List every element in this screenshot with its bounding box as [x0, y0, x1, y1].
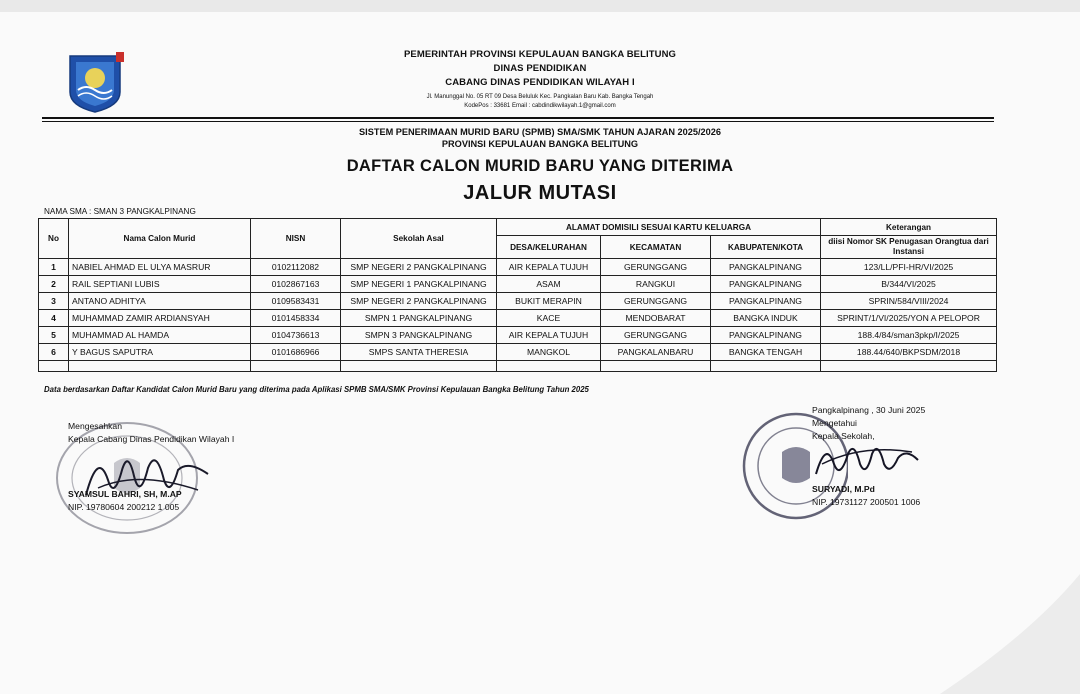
system-heading: [290, 126, 790, 150]
system-line-1: SISTEM PENERIMAAN MURID BARU (SPMB) SMA/SMK TAHUN AJARAN 2025/2026: [359, 127, 721, 137]
table-row: [39, 259, 997, 276]
cell-ket: SPRIN/584/VIII/2024: [821, 293, 997, 310]
cell-empty: [39, 361, 69, 372]
school-label: NAMA SMA : SMAN 3 PANGKALPINANG: [44, 207, 196, 216]
letterhead-address-2: KodePos : 33681 Email : cabdindikwilayah.1@gmail.com: [464, 103, 616, 109]
admission-table: [38, 218, 997, 372]
cell-district: MENDOBARAT: [601, 310, 711, 327]
cell-village: ASAM: [497, 276, 601, 293]
table-row: [39, 276, 997, 293]
cell-village: AIR KEPALA TUJUH: [497, 259, 601, 276]
cell-school: SMPN 3 PANGKALPINANG: [341, 327, 497, 344]
cell-empty: [497, 361, 601, 372]
cell-regency: BANGKA INDUK: [711, 310, 821, 327]
right-sign-nip: NIP. 19731127 200501 1006: [812, 497, 921, 507]
cell-empty: [711, 361, 821, 372]
cell-district: GERUNGGANG: [601, 327, 711, 344]
header-school: Sekolah Asal: [341, 219, 497, 259]
header-no: No: [39, 219, 69, 259]
cell-nisn: 0102112082: [251, 259, 341, 276]
cell-name: MUHAMMAD ZAMIR ARDIANSYAH: [69, 310, 251, 327]
header-ket: Keterangan: [821, 219, 997, 236]
cell-nisn: 0101686966: [251, 344, 341, 361]
cell-no: 3: [39, 293, 69, 310]
cell-district: RANGKUI: [601, 276, 711, 293]
table-row: [39, 327, 997, 344]
cell-name: ANTANO ADHITYA: [69, 293, 251, 310]
system-line-2: PROVINSI KEPULAUAN BANGKA BELITUNG: [441, 139, 639, 149]
top-edge: [0, 0, 1080, 12]
cell-regency: PANGKALPINANG: [711, 327, 821, 344]
cell-nisn: 0101458334: [251, 310, 341, 327]
table-row-empty: [39, 361, 997, 372]
cell-regency: PANGKALPINANG: [711, 276, 821, 293]
left-sign-label-1: Mengesahkan: [68, 421, 122, 431]
cell-school: SMPN 1 PANGKALPINANG: [341, 310, 497, 327]
cell-name: NABIEL AHMAD EL ULYA MASRUR: [69, 259, 251, 276]
province-logo-icon: [64, 52, 126, 114]
letterhead-line-2: DINAS PENDIDIKAN: [493, 63, 587, 74]
table-row: [39, 293, 997, 310]
right-signature-block: [812, 404, 1052, 509]
left-sign-name: SYAMSUL BAHRI, SH, M.AP: [68, 489, 182, 499]
right-sign-label-2: Kepala Sekolah,: [812, 431, 875, 441]
letterhead: [330, 48, 750, 111]
header-village: DESA/KELURAHAN: [497, 236, 601, 259]
paper-corner-shadow: [880, 534, 1080, 694]
cell-ket: 188.4/84/sman3pkp/I/2025: [821, 327, 997, 344]
cell-regency: PANGKALPINANG: [711, 293, 821, 310]
cell-ket: B/344/VI/2025: [821, 276, 997, 293]
table-body: [39, 259, 997, 372]
cell-ket: 123/LL/PFI-HR/VI/2025: [821, 259, 997, 276]
table-row: [39, 310, 997, 327]
cell-district: GERUNGGANG: [601, 293, 711, 310]
cell-village: MANGKOL: [497, 344, 601, 361]
letterhead-address-1: Jl. Manunggal No. 05 RT 09 Desa Beluluk Kec. Pangkalan Baru Kab. Bangka Tengah: [426, 94, 654, 100]
cell-name: RAIL SEPTIANI LUBIS: [69, 276, 251, 293]
document-title: DAFTAR CALON MURID BARU YANG DITERIMA: [346, 157, 734, 175]
left-sign-label-2: Kepala Cabang Dinas Pendidikan Wilayah I: [68, 434, 235, 444]
letterhead-line-3: CABANG DINAS PENDIDIKAN WILAYAH I: [445, 77, 635, 88]
cell-no: 5: [39, 327, 69, 344]
left-signature-block: [68, 420, 318, 514]
right-sign-label-1: Mengetahui: [812, 418, 857, 428]
header-regency: KABUPATEN/KOTA: [711, 236, 821, 259]
letterhead-line-1: PEMERINTAH PROVINSI KEPULAUAN BANGKA BELITUNG: [403, 49, 677, 60]
cell-district: PANGKALANBARU: [601, 344, 711, 361]
cell-nisn: 0102867163: [251, 276, 341, 293]
header-ket-sub: diisi Nomor SK Penugasan Orangtua dari Instansi: [821, 236, 997, 259]
cell-name: MUHAMMAD AL HAMDA: [69, 327, 251, 344]
cell-school: SMP NEGERI 1 PANGKALPINANG: [341, 276, 497, 293]
cell-empty: [821, 361, 997, 372]
cell-empty: [251, 361, 341, 372]
cell-village: BUKIT MERAPIN: [497, 293, 601, 310]
cell-regency: PANGKALPINANG: [711, 259, 821, 276]
cell-school: SMP NEGERI 2 PANGKALPINANG: [341, 259, 497, 276]
data-source-note: Data berdasarkan Daftar Kandidat Calon Murid Baru yang diterima pada Aplikasi SPMB SMA/SMK Provinsi Kepulauan Bangka Belitung Tahun 2025: [44, 385, 589, 394]
cell-no: 6: [39, 344, 69, 361]
cell-ket: 188.44/640/BKPSDM/2018: [821, 344, 997, 361]
cell-district: GERUNGGANG: [601, 259, 711, 276]
cell-empty: [341, 361, 497, 372]
cell-no: 2: [39, 276, 69, 293]
letterhead-rule: [42, 117, 994, 119]
header-address-group: ALAMAT DOMISILI SESUAI KARTU KELUARGA: [497, 219, 821, 236]
header-district: KECAMATAN: [601, 236, 711, 259]
cell-empty: [601, 361, 711, 372]
cell-ket: SPRINT/1/VI/2025/YON A PELOPOR: [821, 310, 997, 327]
letterhead-rule-thin: [42, 121, 994, 122]
right-sign-name: SURYADI, M.Pd: [812, 484, 875, 494]
cell-nisn: 0104736613: [251, 327, 341, 344]
right-sign-date: Pangkalpinang , 30 Juni 2025: [812, 405, 926, 415]
cell-no: 4: [39, 310, 69, 327]
cell-no: 1: [39, 259, 69, 276]
cell-village: KACE: [497, 310, 601, 327]
left-sign-nip: NIP. 19780604 200212 1 005: [68, 502, 180, 512]
cell-regency: BANGKA TENGAH: [711, 344, 821, 361]
cell-empty: [69, 361, 251, 372]
cell-school: SMPS SANTA THERESIA: [341, 344, 497, 361]
cell-name: Y BAGUS SAPUTRA: [69, 344, 251, 361]
header-name: Nama Calon Murid: [69, 219, 251, 259]
document-subtitle: JALUR MUTASI: [463, 182, 617, 204]
cell-school: SMP NEGERI 2 PANGKALPINANG: [341, 293, 497, 310]
table-row: [39, 344, 997, 361]
cell-nisn: 0109583431: [251, 293, 341, 310]
header-nisn: NISN: [251, 219, 341, 259]
cell-village: AIR KEPALA TUJUH: [497, 327, 601, 344]
